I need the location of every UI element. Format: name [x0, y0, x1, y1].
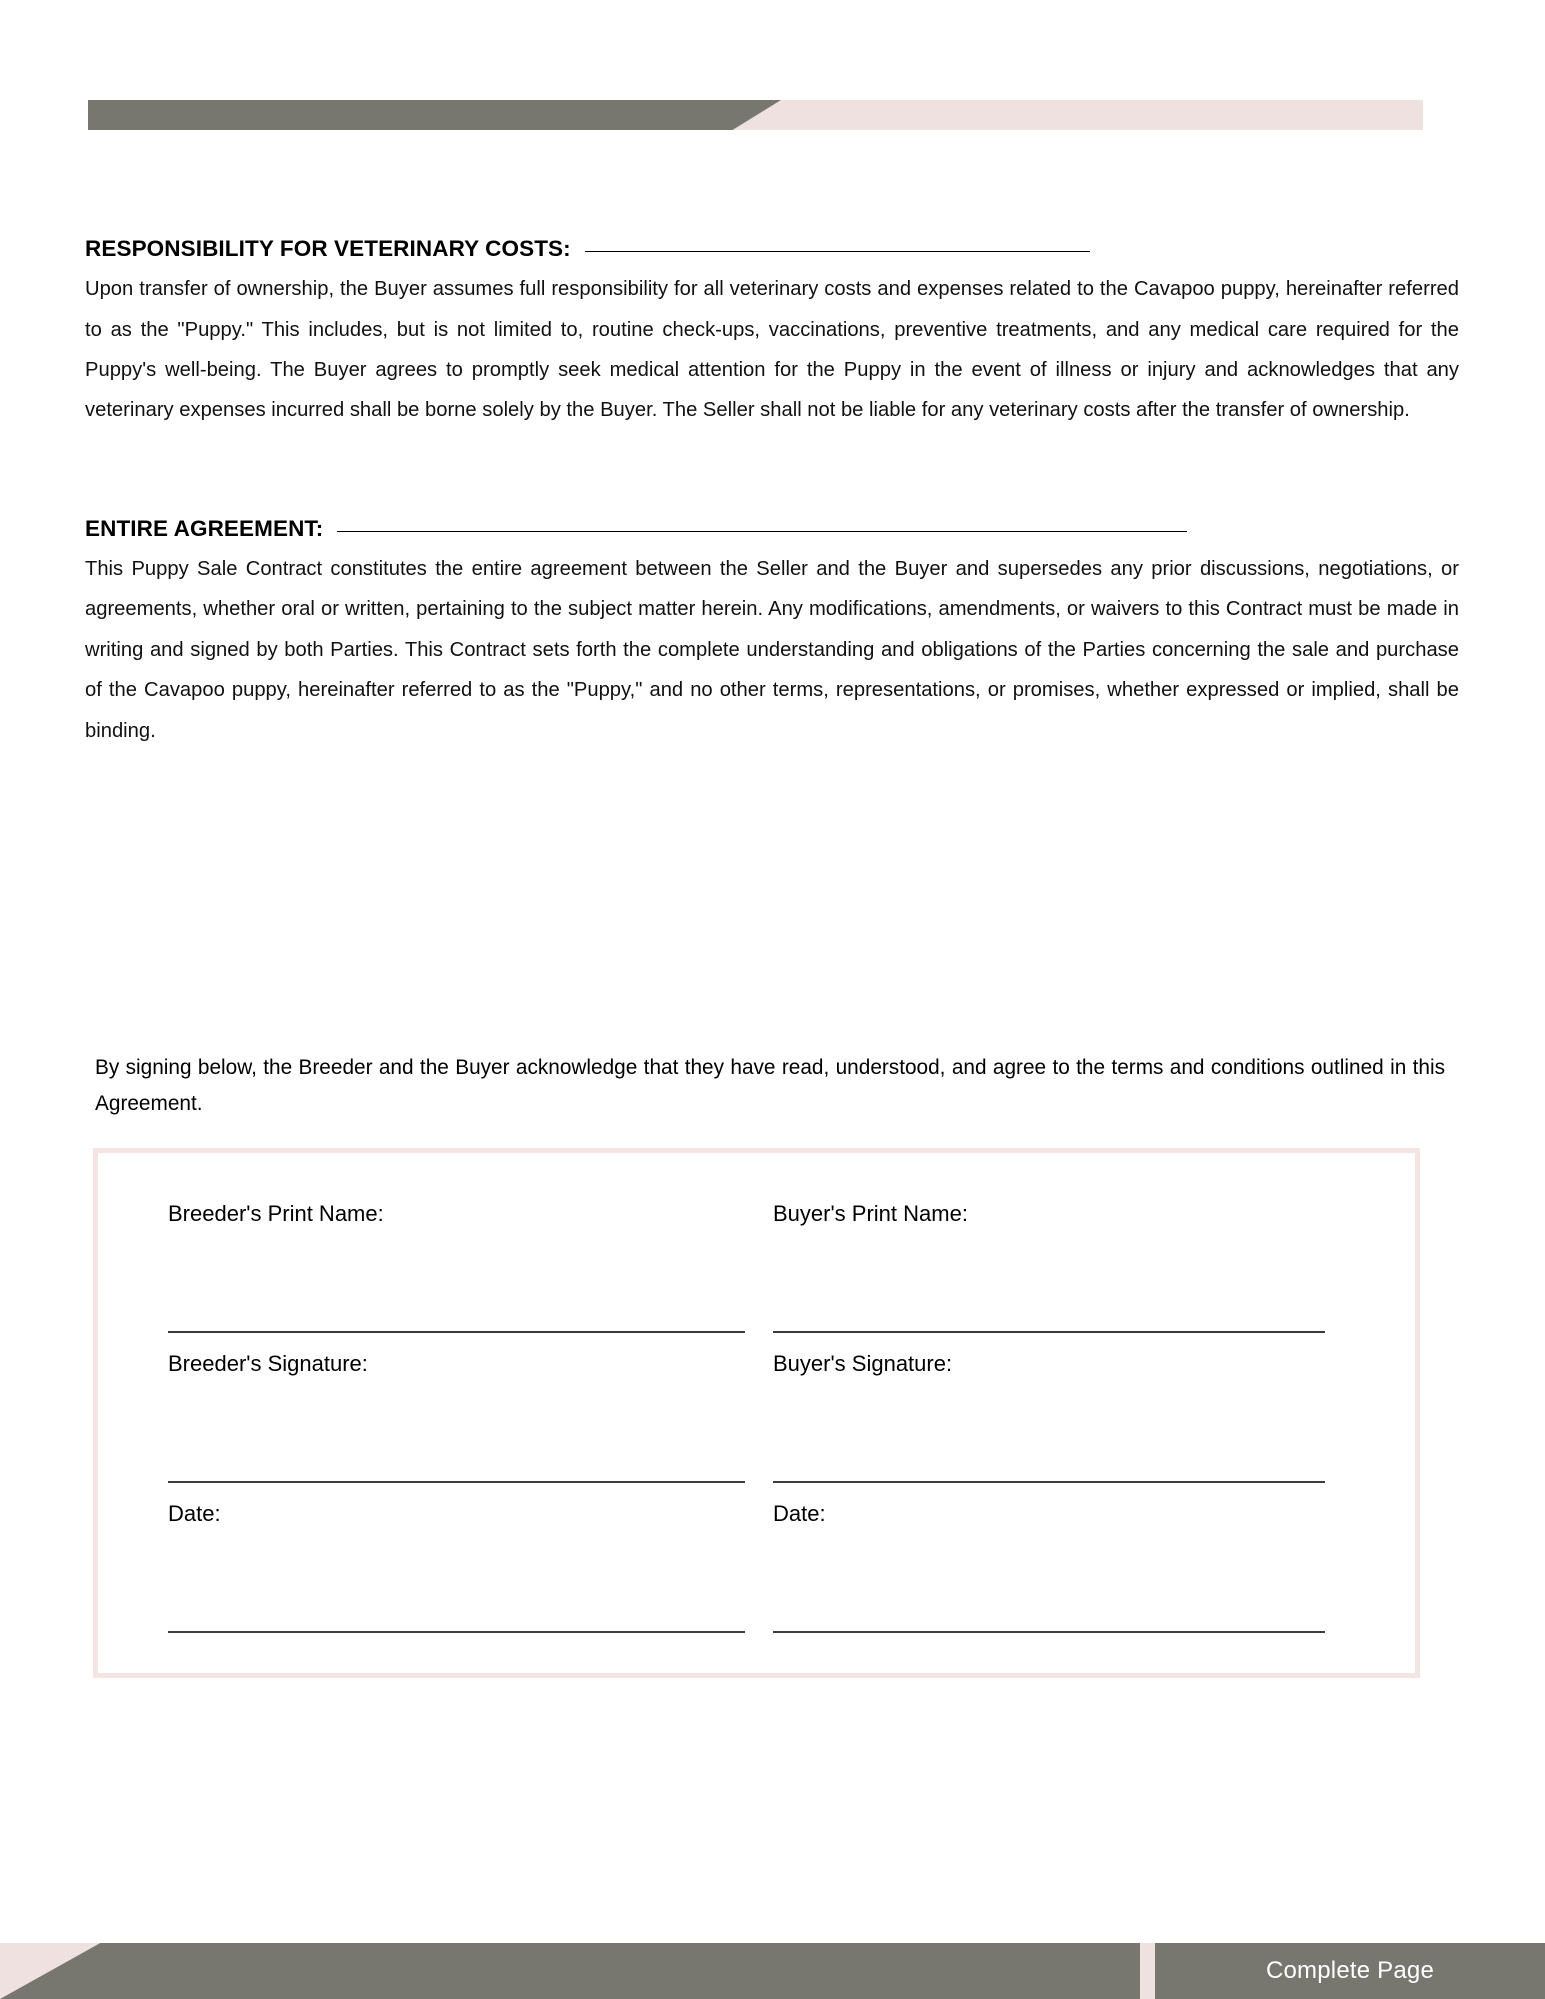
- signature-cell-buyer-print-name: [773, 1201, 1353, 1351]
- buyer-date-input-line[interactable]: [773, 1631, 1325, 1633]
- signature-cell-breeder-date: [168, 1501, 773, 1651]
- breeder-print-name-input-line[interactable]: [168, 1331, 745, 1333]
- footer-band-gray-stripe: [0, 1943, 1140, 1999]
- section-heading-label: RESPONSIBILITY FOR VETERINARY COSTS:: [85, 236, 571, 261]
- signature-cell-buyer-signature: [773, 1351, 1353, 1501]
- section-body-entire-agreement: This Puppy Sale Contract constitutes the entire agreement between the Seller and the Buyer and supersedes any prior discussions, negotiations, or agreements, whether oral or written, pertaining to the subject matter herein. Any modifications, amendments, or waivers to this Contract must be made in writing and signed by both Parties. This Contract sets forth the complete understanding and obligations of the Parties concerning the sale and purchase of the Cavapoo puppy, hereinafter referred to as the "Puppy," and no other terms, representations, or promises, whether expressed or implied, shall be binding.: [85, 557, 1459, 742]
- signature-field-label: Date:: [168, 1501, 221, 1526]
- section-body-veterinary-costs: Upon transfer of ownership, the Buyer assumes full responsibility for all veterinary costs and expenses related to the Cavapoo puppy, hereinafter referred to as the "Puppy." This includes, but is not limited to, routine check-ups, vaccinations, preventive treatments, and any medical care required for the Puppy's well-being. The Buyer agrees to promptly seek medical attention for the Puppy in the event of illness or injury and acknowledges that any veterinary expenses incurred shall be borne solely by the Buyer. The Seller shall not be liable for any veterinary costs after the transfer of ownership.: [85, 278, 1459, 422]
- signature-field-label: Breeder's Print Name:: [168, 1201, 384, 1226]
- document-body: [85, 235, 1459, 751]
- header-band-gray-stripe: [88, 100, 781, 130]
- heading-fill-in-rule[interactable]: [337, 531, 1187, 532]
- header-band: [0, 100, 1545, 130]
- breeder-signature-input-line[interactable]: [168, 1481, 745, 1483]
- section-entire-agreement: [85, 515, 1459, 751]
- footer-page-label-tab: [1155, 1943, 1545, 1999]
- signature-field-label: Buyer's Signature:: [773, 1351, 953, 1376]
- buyer-signature-input-line[interactable]: [773, 1481, 1325, 1483]
- signature-cell-breeder-print-name: [168, 1201, 773, 1351]
- signature-panel: [93, 1148, 1420, 1678]
- signature-grid: [168, 1201, 1353, 1651]
- acknowledgement-text: By signing below, the Breeder and the Buyer acknowledge that they have read, understood, and agree to the terms and conditions outlined in this Agreement.: [95, 1056, 1445, 1115]
- signature-field-label: Buyer's Print Name:: [773, 1201, 968, 1226]
- heading-fill-in-rule[interactable]: [585, 251, 1090, 252]
- footer-band: [0, 1943, 1545, 1999]
- section-heading-veterinary-costs: [85, 235, 1459, 263]
- section-spacer: [85, 431, 1459, 515]
- signature-cell-buyer-date: [773, 1501, 1353, 1651]
- signature-field-label: Breeder's Signature:: [168, 1351, 368, 1376]
- signature-field-label: Date:: [773, 1501, 826, 1526]
- buyer-print-name-input-line[interactable]: [773, 1331, 1325, 1333]
- section-heading-label: ENTIRE AGREEMENT:: [85, 515, 324, 541]
- breeder-date-input-line[interactable]: [168, 1631, 745, 1633]
- section-responsibility-for-veterinary-costs: [85, 235, 1459, 431]
- footer-page-label: Complete Page: [1265, 1957, 1435, 1984]
- section-heading-entire-agreement: [85, 515, 1459, 543]
- signature-cell-breeder-signature: [168, 1351, 773, 1501]
- acknowledgement-block: [95, 1050, 1445, 1122]
